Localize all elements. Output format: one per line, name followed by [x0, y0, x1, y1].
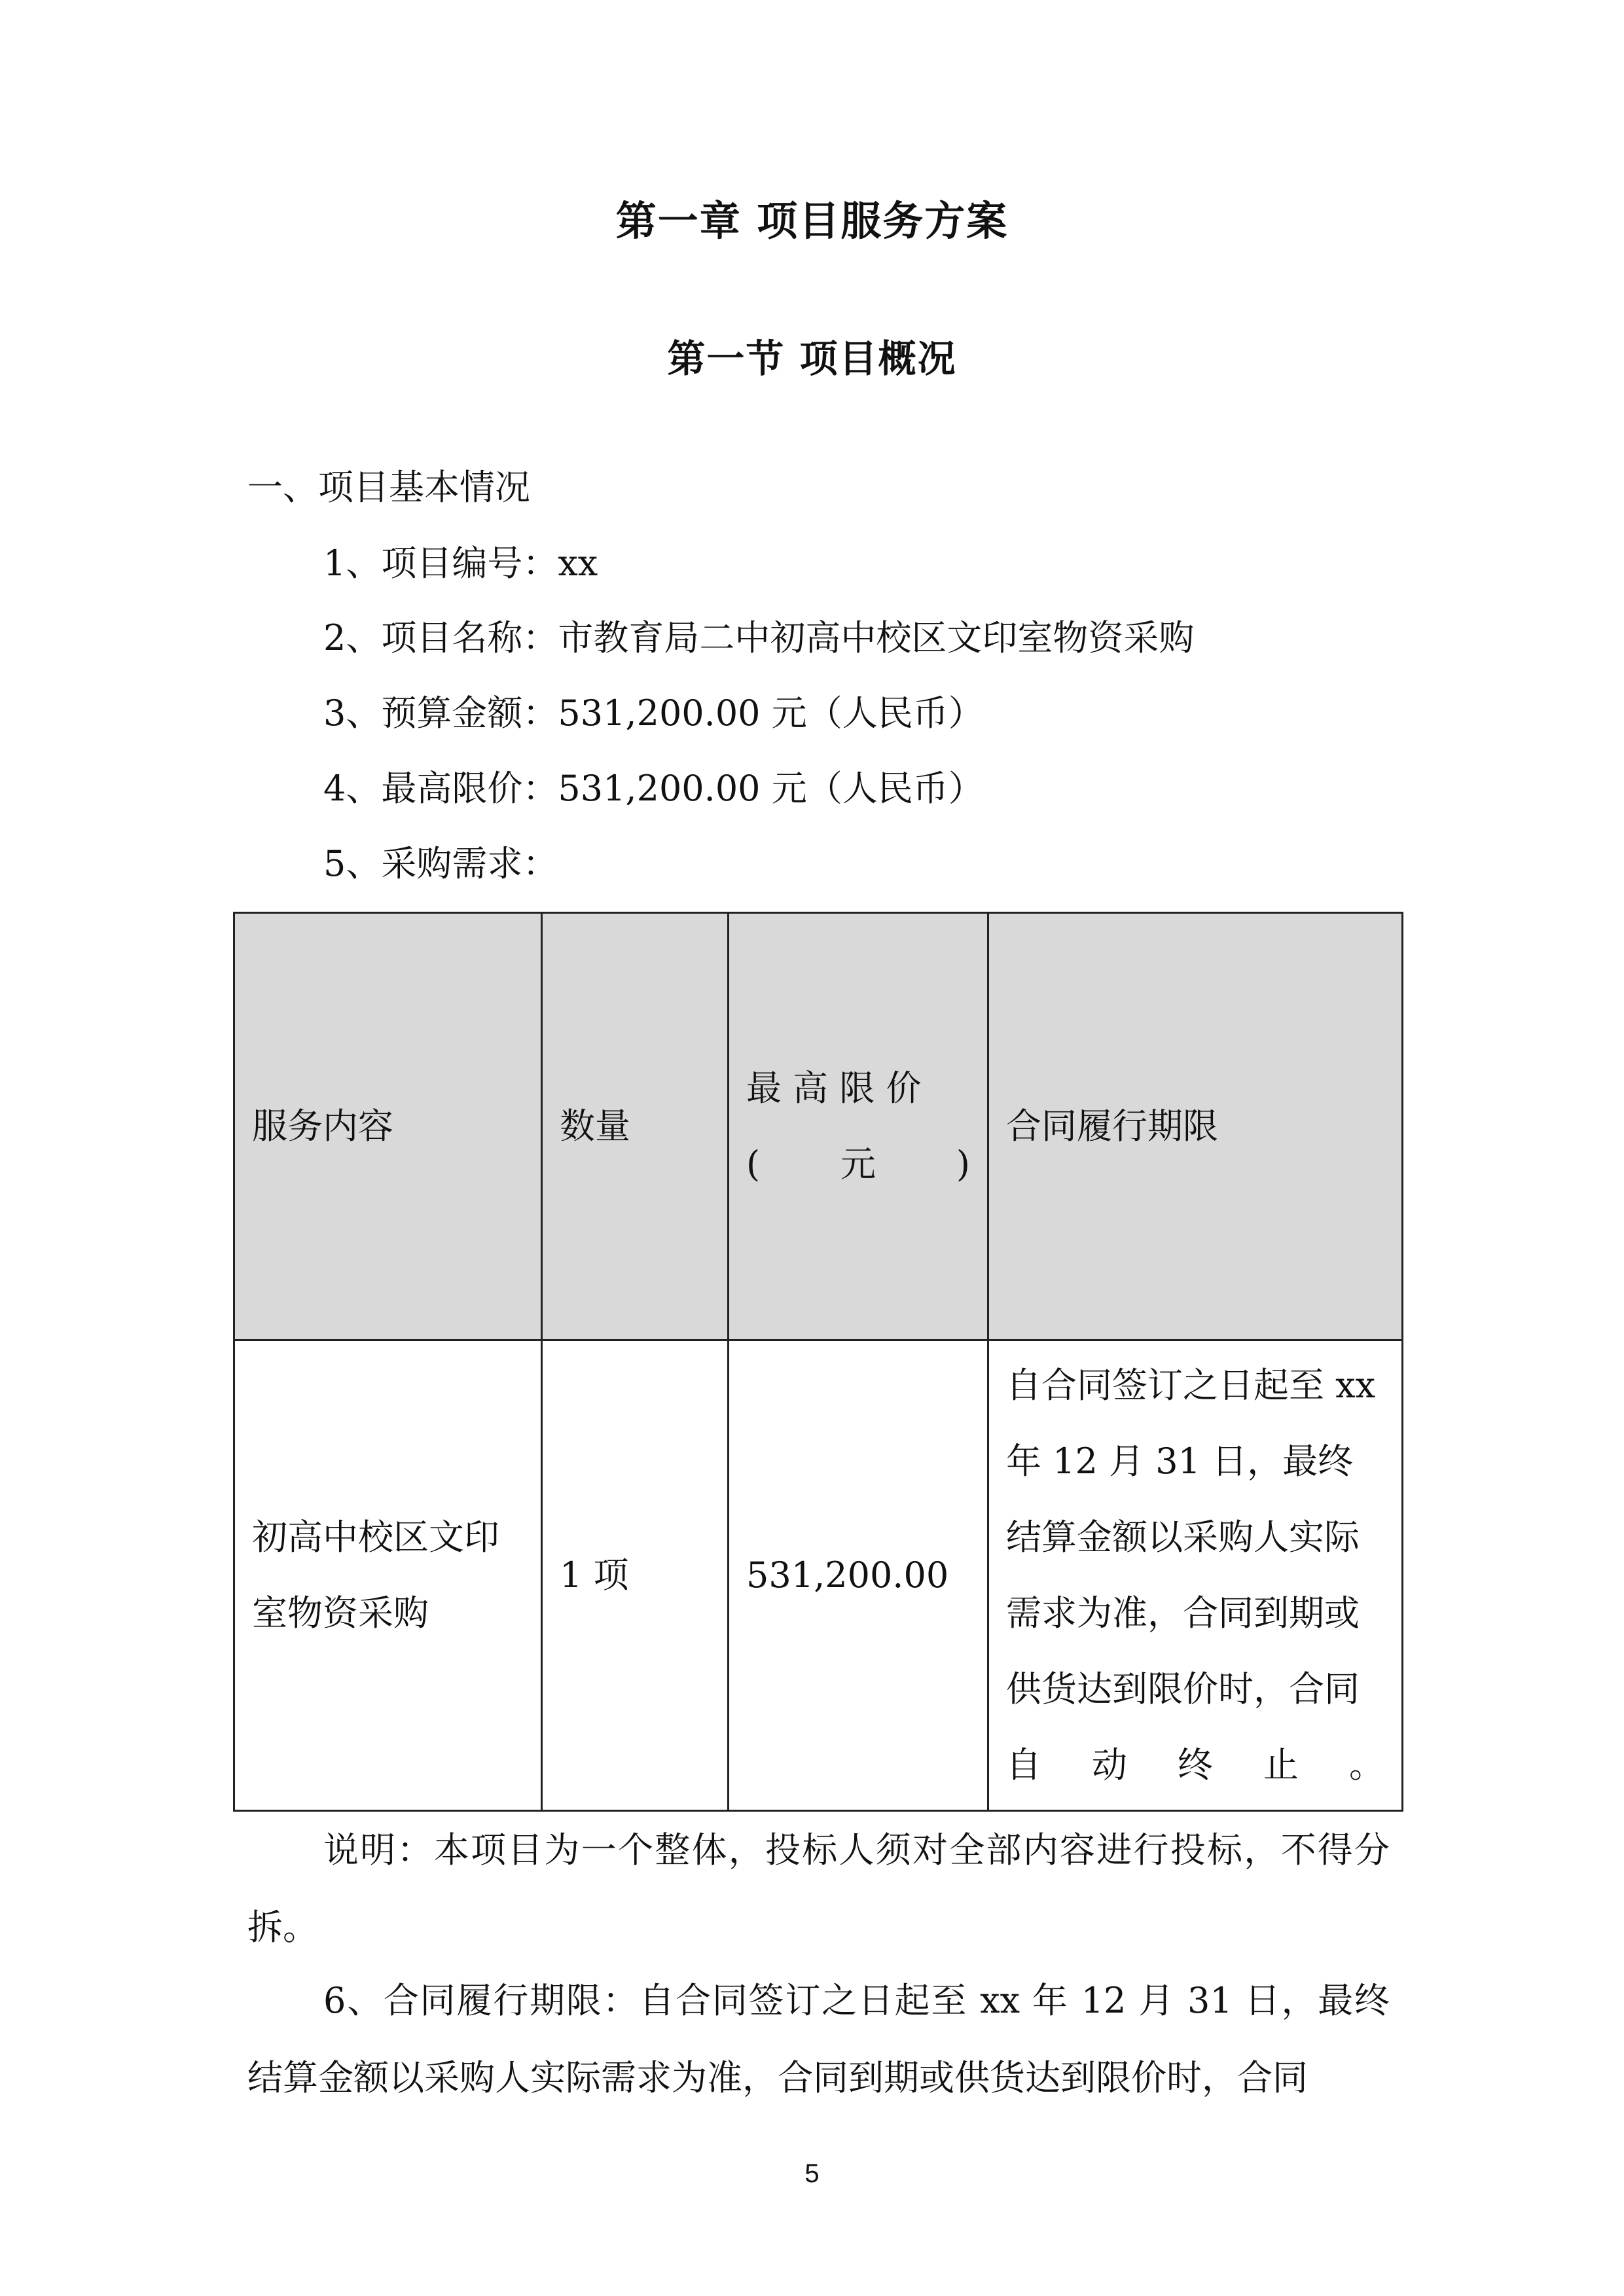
chapter-title: 第一章 项目服务方案	[615, 197, 1009, 245]
table-note: 说明：本项目为一个整体，投标人须对全部内容进行投标，不得分拆。	[247, 1829, 1390, 1948]
item-max-price: 4、最高限价：531,200.00 元（人民币）	[323, 768, 984, 809]
item-budget-amount: 3、预算金额：531,200.00 元（人民币）	[323, 692, 984, 734]
item-project-number: 1、项目编号：xx	[323, 543, 598, 584]
procurement-table	[233, 912, 1403, 1812]
item-project-name: 2、项目名称：市教育局二中初高中校区文印室物资采购	[323, 617, 1195, 658]
cell-service-content: 初高中校区文印室物资采购	[234, 1340, 542, 1811]
header-service-content: 服务内容	[234, 913, 542, 1340]
table-header-row	[234, 913, 1403, 1340]
page-number: 5	[804, 2159, 820, 2188]
section-title: 第一节 项目概况	[667, 336, 957, 381]
cell-contract-period: 自合同签订之日起至 xx 年 12 月 31 日，最终结算金额以采购人实际需求为准，合同到期或供货达到限价时，合同自动终止。	[988, 1340, 1403, 1811]
table-row	[234, 1340, 1403, 1811]
cell-max-price: 531,200.00	[729, 1340, 988, 1811]
cell-quantity: 1 项	[542, 1340, 729, 1811]
heading-project-basic-info: 一、项目基本情况	[247, 467, 530, 508]
header-contract-period: 合同履行期限	[988, 913, 1403, 1340]
item-contract-period: 6、合同履行期限：自合同签订之日起至 xx 年 12 月 31 日，最终结算金额以采购人实际需求为准，合同到期或供货达到限价时，合同	[247, 1980, 1390, 2098]
header-max-price: 最 高 限 价 (元)	[729, 913, 988, 1340]
header-quantity: 数量	[542, 913, 729, 1340]
item-procurement-demand: 5、采购需求：	[323, 843, 558, 884]
